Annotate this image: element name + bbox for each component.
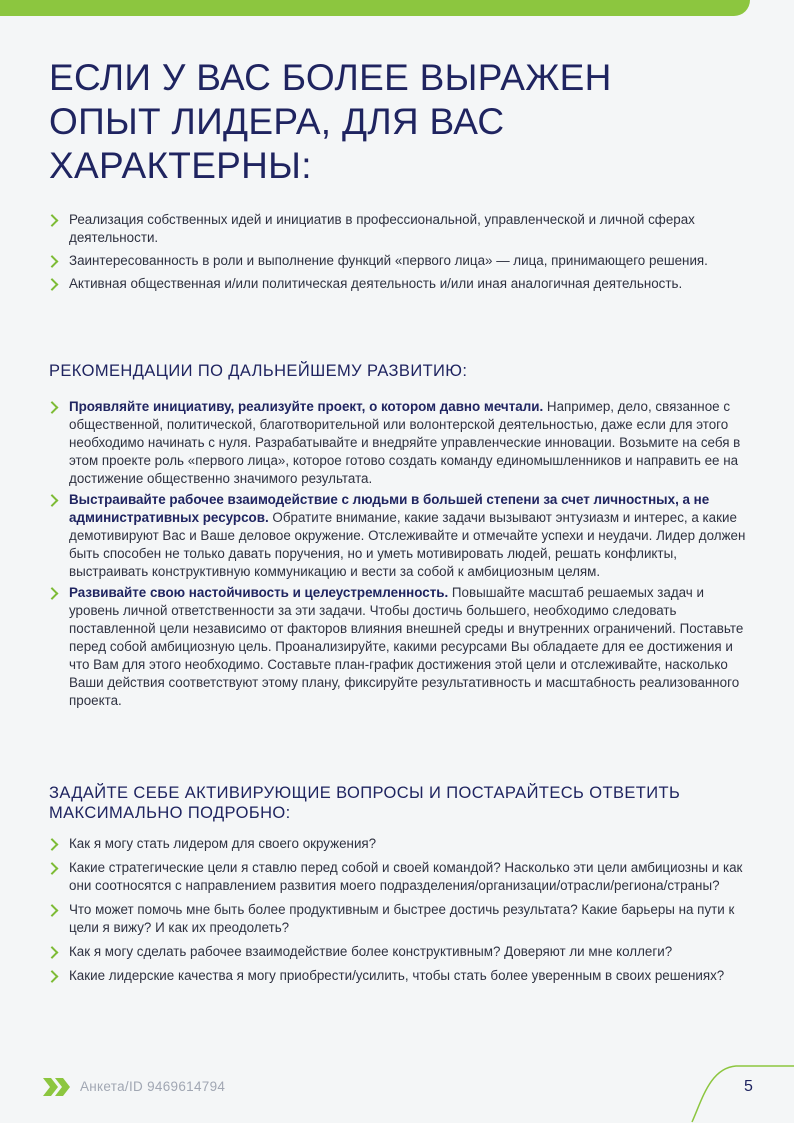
top-accent-bar: [0, 0, 750, 16]
traits-list: [49, 211, 749, 298]
chevron-right-icon: [49, 943, 59, 961]
recommendation-text: Обратите внимание, какие задачи вызывают энтузиазм и интерес, а какие демотивируют Вас и Ваше деловое окружение. Отслеживайте и отмечайте успехи и неудачи. Лидер должен быть способен не только давать поручения, но и уметь мотивировать людей, решать конфликты, выстраивать конструктивную коммуникацию и вести за собой к амбициозным целям.: [69, 510, 746, 579]
recommendations-list: [49, 398, 749, 713]
chevron-right-icon: [49, 252, 59, 270]
list-item: [49, 211, 749, 247]
list-item: [49, 967, 749, 985]
chevron-right-icon: [49, 398, 59, 416]
footer-decoration: [690, 1060, 794, 1123]
list-item-text: Заинтересованность в роли и выполнение функций «первого лица» — лица, принимающего решения.: [69, 253, 708, 268]
list-item-text: Активная общественная и/или политическая деятельность и/или иная аналогичная деятельность.: [69, 276, 683, 291]
recommendations-heading: РЕКОМЕНДАЦИИ ПО ДАЛЬНЕЙШЕМУ РАЗВИТИЮ:: [49, 362, 468, 380]
questions-list: [49, 835, 749, 991]
double-chevron-icon: [43, 1077, 73, 1097]
question-text: Как я могу сделать рабочее взаимодействие более конструктивным? Доверяют ли мне коллеги?: [69, 944, 673, 959]
question-text: Что может помочь мне быть более продуктивным и быстрее достичь результата? Какие барьеры на пути к цели я вижу? И как их преодолеть?: [69, 902, 735, 935]
question-text: Какие лидерские качества я могу приобрести/усилить, чтобы стать более уверенным в своих решениях?: [69, 968, 725, 983]
list-item: [49, 835, 749, 853]
chevron-right-icon: [49, 275, 59, 293]
list-item: [49, 901, 749, 937]
recommendation-title: Развивайте свою настойчивость и целеустремленность.: [69, 585, 449, 600]
chevron-right-icon: [49, 967, 59, 985]
list-item: [49, 252, 749, 270]
page-title: ЕСЛИ У ВАС БОЛЕЕ ВЫРАЖЕН ОПЫТ ЛИДЕРА, ДЛЯ ВАС ХАРАКТЕРНЫ:: [49, 57, 612, 186]
list-item: [49, 491, 749, 581]
recommendation-title: Выстраивайте рабочее взаимодействие с людьми в большей степени за счет личностных, а не административных ресурсов.: [69, 492, 710, 525]
list-item: [49, 584, 749, 710]
list-item: [49, 398, 749, 488]
list-item-text: Реализация собственных идей и инициатив в профессиональной, управленческой и личной сферах деятельности.: [69, 212, 695, 245]
chevron-right-icon: [49, 211, 59, 229]
recommendation-text: Повышайте масштаб решаемых задач и уровень личной ответственности за эти задачи. Чтобы достичь большего, необходимо следовать поставленной цели независимо от факторов влияния внешней среды и внутренних ограничений. Поставьте перед собой амбициозную цель. Проанализируйте, какими ресурсами Вы обладаете для ее достижения и что Вам для этого необходимо. Составьте план-график достижения этой цели и отслеживайте, насколько Ваши действия соответствуют этому плану, фиксируйте результативность и масштабность реализованного проекта.: [69, 585, 744, 708]
question-text: Какие стратегические цели я ставлю перед собой и своей командой? Насколько эти цели амбициозны и как они соотносятся с направлением развития моего подразделения/организации/отрасли/региона/страны?: [69, 860, 743, 893]
questions-heading: ЗАДАЙТЕ СЕБЕ АКТИВИРУЮЩИЕ ВОПРОСЫ И ПОСТАРАЙТЕСЬ ОТВЕТИТЬ МАКСИМАЛЬНО ПОДРОБНО:: [49, 784, 681, 822]
chevron-right-icon: [49, 491, 59, 509]
question-text: Как я могу стать лидером для своего окружения?: [69, 836, 377, 851]
list-item: [49, 859, 749, 895]
list-item: [49, 275, 749, 293]
chevron-right-icon: [49, 835, 59, 853]
chevron-right-icon: [49, 901, 59, 919]
recommendation-title: Проявляйте инициативу, реализуйте проект, о котором давно мечтали.: [69, 399, 544, 414]
page-number: 5: [744, 1078, 753, 1095]
chevron-right-icon: [49, 584, 59, 602]
recommendation-text: Например, дело, связанное с общественной, политической, благотворительной или волонтерской деятельностью, даже если для этого необходимо начинать с нуля. Разрабатывайте и внедряйте управленческие инновации. Возьмите на себя в этом проекте роль «первого лица», которое готово создать команду единомышленников и направить ее на достижение общественно значимого результата.: [69, 399, 741, 486]
chevron-right-icon: [49, 859, 59, 877]
list-item: [49, 943, 749, 961]
survey-id: Анкета/ID 9469614794: [80, 1079, 226, 1094]
